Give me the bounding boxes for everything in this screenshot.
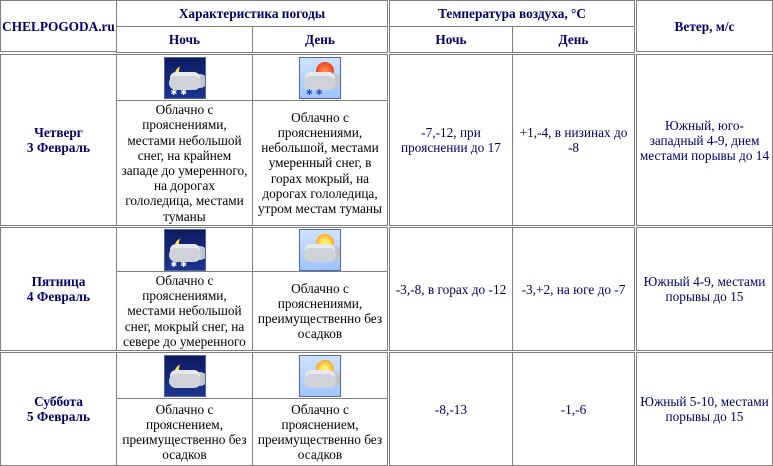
- weather-day-header: День: [252, 26, 388, 53]
- wind-header: Ветер, м/с: [636, 0, 773, 52]
- wind-2: Южный 4-9, местами порывы до 15: [636, 227, 773, 351]
- day-label-2: [0, 227, 117, 351]
- moon-cloud-icon: [164, 355, 206, 397]
- day-name-2: Пятница: [31, 274, 86, 289]
- day-date-1: 3 Февраль: [26, 140, 91, 155]
- night-desc-2: Облачно с прояснениями, местами небольшой снег, мокрый снег, на севере до умеренного: [116, 271, 253, 351]
- sun-cloud-icon: [299, 355, 341, 397]
- day-name-1: Четверг: [34, 125, 83, 140]
- day-desc-2: Облачно с прояснениями, преимущественно без осадков: [252, 271, 388, 351]
- night-icon-cell-1: [116, 54, 253, 101]
- air-temp-header: Температура воздуха, °С: [389, 0, 635, 27]
- night-icon-cell-3: [116, 352, 253, 399]
- weather-char-header: Характеристика погоды: [116, 0, 388, 27]
- sun-cloud-icon: [299, 229, 341, 271]
- temp-night-header: Ночь: [389, 26, 513, 53]
- sun-cloud-snow-icon: ✱✱: [299, 57, 341, 99]
- temp-day-2: -3,+2, на юге до -7: [512, 227, 635, 351]
- temp-night-1: -7,-12, при прояснении до 17: [389, 54, 513, 226]
- day-desc-1: Облачно с прояснениями, небольшой, местами умеренный снег, в горах мокрый, на дорогах гололедица, утром местам туманы: [252, 100, 388, 226]
- night-icon-cell-2: [116, 227, 253, 272]
- day-label-1: [0, 54, 117, 226]
- day-date-3: 5 Февраль: [26, 409, 91, 424]
- day-icon-cell-3: [252, 352, 388, 399]
- wind-3: Южный 5-10, местами порывы до 15: [636, 352, 773, 466]
- temp-day-header: День: [512, 26, 635, 53]
- wind-1: Южный, юго-западный 4-9, днем местами порывы до 14: [636, 54, 773, 226]
- night-desc-1: Облачно с прояснениями, местами небольшой снег, на крайнем западе до умеренного, на дорогах гололедица, местами туманы: [116, 100, 253, 226]
- day-name-3: Суббота: [34, 394, 83, 409]
- day-desc-3: Облачно с прояснением, преимущественно без осадков: [252, 398, 388, 466]
- temp-day-1: +1,-4, в низинах до -8: [512, 54, 635, 226]
- day-label-3: [0, 352, 117, 466]
- temp-night-3: -8,-13: [389, 352, 513, 466]
- site-name[interactable]: CHELPOGODA.ru: [0, 0, 117, 52]
- moon-cloud-snow-icon: ✱✱: [164, 57, 206, 99]
- weather-night-header: Ночь: [116, 26, 253, 53]
- moon-cloud-snow-icon: ✱✱: [164, 229, 206, 271]
- day-icon-cell-2: [252, 227, 388, 272]
- day-icon-cell-1: [252, 54, 388, 101]
- day-date-2: 4 Февраль: [26, 289, 91, 304]
- temp-night-2: -3,-8, в горах до -12: [389, 227, 513, 351]
- night-desc-3: Облачно с прояснением, преимущественно без осадков: [116, 398, 253, 466]
- temp-day-3: -1,-6: [512, 352, 635, 466]
